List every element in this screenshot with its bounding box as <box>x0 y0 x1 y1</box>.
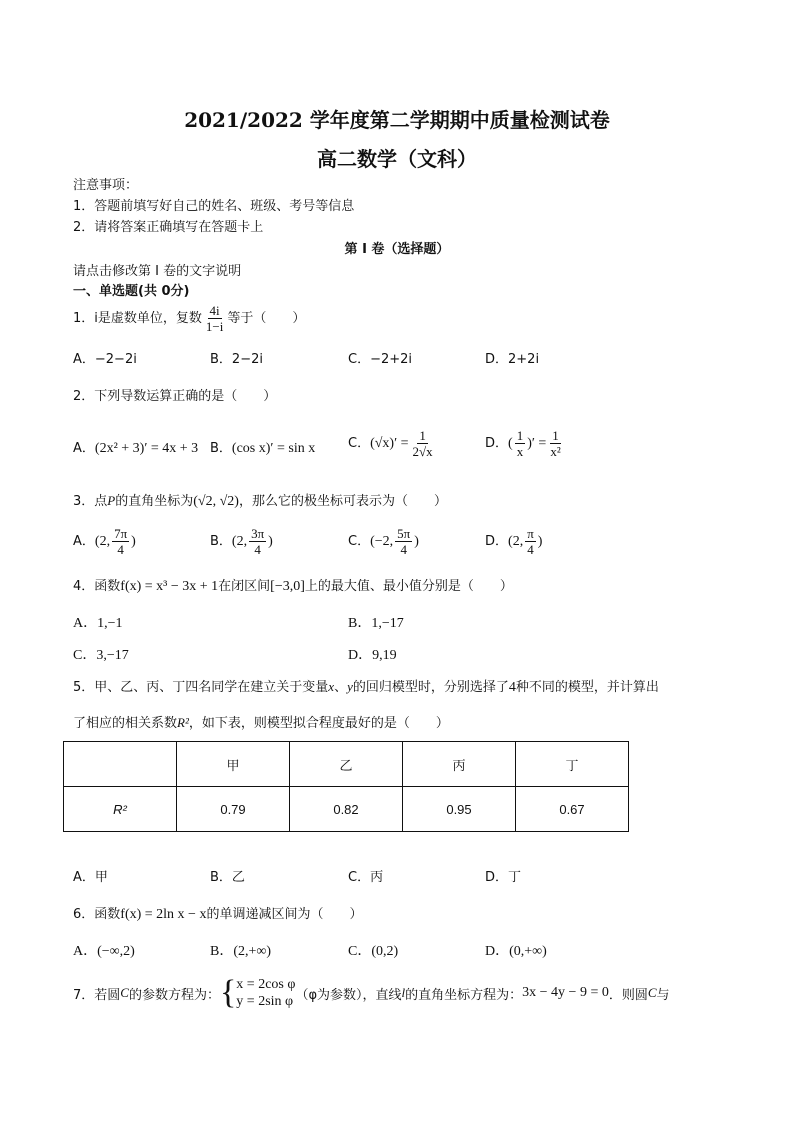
notice-item-1: 1．答题前填写好自己的姓名、班级、考号等信息 <box>73 199 355 214</box>
q1-option-b: B．2−2i <box>210 352 263 367</box>
q2-expr-c-left: (√x)′ = <box>370 436 409 451</box>
q5-sep: 、 <box>334 680 348 695</box>
q5-option-c: C．丙 <box>348 870 384 885</box>
exam-subtitle: 高二数学（文科） <box>317 147 477 171</box>
q3-coord: (√2, √2) <box>193 494 239 509</box>
q7-text-d: 的直角坐标方程为： <box>405 987 523 1003</box>
q4-option-a: A．1,−1 <box>73 616 123 631</box>
q2-d-den-right: x² <box>550 444 561 459</box>
q1-fraction <box>204 303 225 334</box>
q2-d-num-right: 1 <box>552 428 559 443</box>
q1-frac-num: 4i <box>209 303 220 318</box>
q1-text-a: 1．i是虚数单位，复数 <box>73 311 202 326</box>
table-header-cell <box>64 742 177 787</box>
q3-label-b: B． <box>210 534 232 549</box>
q7-line-l: l <box>401 985 406 1000</box>
question-6-stem <box>73 903 362 923</box>
q5-text-a: 5．甲、乙、丙、丁四名同学在建立关于变量 <box>73 680 329 695</box>
q3-a-r: 2, <box>99 534 111 549</box>
q3-b-r: 2, <box>236 534 248 549</box>
q2-c-fraction <box>411 428 435 459</box>
q3-label-d: D． <box>485 534 509 549</box>
q3-option-b: B．(2, $\frac{3\pi}{4}$ ) <box>210 526 273 557</box>
question-3-stem <box>73 490 447 510</box>
q3-a-den: 4 <box>117 542 124 557</box>
q7-circle-c: C <box>120 985 129 1000</box>
q3-option-c: C．(−2, $\frac{5\pi}{4}$ ) <box>348 526 419 557</box>
q2-d-den-left: x <box>516 444 524 459</box>
q3-label-c: C． <box>348 534 371 549</box>
q4-text-c: 上的最大值、最小值分别是（ ） <box>304 579 513 594</box>
q3-c-den: 4 <box>400 542 407 557</box>
q6-option-a: A．(−∞,2) <box>73 944 135 959</box>
q7-text-c: （φ为参数），直线 <box>295 987 402 1003</box>
q3-option-a: A．(2, $\frac{7\pi}{4}$ ) <box>73 526 136 557</box>
part-heading: 一、单选题(共 0分) <box>73 284 190 299</box>
q1-option-d: D．2+2i <box>485 352 540 367</box>
q3-point: P <box>107 493 116 508</box>
q2-d-fraction-left <box>515 428 526 459</box>
q2-option-d: D．( $\frac{1}{x}$ )′ = $\frac{1}{\text{x²}}$ <box>485 428 561 459</box>
q5-option-d: D．丁 <box>485 870 522 885</box>
q5-var-y: y <box>347 679 353 694</box>
q3-label-a: A． <box>73 534 95 549</box>
table-header-cell: 甲 <box>177 742 290 787</box>
q1-option-c: C．−2+2i <box>348 352 413 367</box>
table-cell: 0.79 <box>177 787 290 832</box>
q4-text-b: 在闭区间 <box>218 579 271 594</box>
question-1-stem <box>73 303 305 334</box>
table-header-cell: 乙 <box>290 742 403 787</box>
q7-eq2: y = 2sin φ <box>236 994 294 1009</box>
q4-func: f(x) = x³ − 3x + 1 <box>120 579 219 594</box>
q7-param-eqs <box>236 976 295 1010</box>
q3-a-num: 7π <box>114 526 128 541</box>
q4-option-c: C．3,−17 <box>73 648 129 663</box>
q3-a-frac <box>112 526 129 557</box>
q1-option-a: A．−2−2i <box>73 352 137 367</box>
q6-func: f(x) = 2ln x − x <box>120 907 207 922</box>
q2-expr-b: (cos x)′ = sin x <box>231 441 316 456</box>
q5-text-b: 的回归模型时，分别选择了 <box>352 680 509 695</box>
section-title: 第 I 卷（选择题） <box>344 242 450 257</box>
q5-var-x: x <box>328 679 335 694</box>
q2-d-num-left: 1 <box>516 428 524 443</box>
table-header-row <box>64 742 629 787</box>
q3-text-b: 的直角坐标为 <box>115 494 194 509</box>
q7-text-a: 7．若圆 <box>73 987 121 1003</box>
r2-table <box>63 741 629 832</box>
q2-option-c <box>348 428 437 459</box>
q2-label-c: C． <box>348 436 371 451</box>
question-5-stem-line-1 <box>73 676 659 696</box>
q2-c-den: 2√x <box>412 444 433 459</box>
q3-b-frac <box>249 526 266 557</box>
q5-text-d: 了相应的相关系数 <box>73 716 178 731</box>
table-row <box>64 787 629 832</box>
q7-circle-c2: C <box>647 985 657 1000</box>
q2-option-a <box>73 437 198 457</box>
q3-c-r: −2, <box>374 534 394 549</box>
q2-label-d: D． <box>485 436 509 451</box>
q7-line-eq: 3x − 4y − 9 = 0 <box>522 985 609 1000</box>
q3-d-frac <box>525 526 536 557</box>
q4-option-b: B．1,−17 <box>348 616 404 631</box>
q4-option-d: D．9,19 <box>348 648 397 663</box>
q3-option-d: D．(2, $\frac{\pi}{4}$ ) <box>485 526 543 557</box>
q7-brace: { <box>219 974 237 1011</box>
q7-text-e: ．则圆 <box>608 987 648 1003</box>
q5-num4: 4 <box>508 680 516 695</box>
q6-option-c: C．(0,2) <box>348 944 399 959</box>
q3-c-frac <box>395 526 412 557</box>
q6-text-a: 6．函数 <box>73 907 121 922</box>
q4-interval: [−3,0] <box>270 579 305 594</box>
table-row-label: R² <box>64 787 177 832</box>
notice-heading: 注意事项： <box>73 178 139 193</box>
question-5-stem-line-2 <box>73 712 449 731</box>
question-2-stem: 2．下列导数运算正确的是（ ） <box>73 389 277 404</box>
q6-text-b: 的单调递减区间为（ ） <box>206 907 363 922</box>
table-cell: 0.82 <box>290 787 403 832</box>
q5-option-a: A．甲 <box>73 870 108 885</box>
table-header-cell: 丁 <box>516 742 629 787</box>
q3-text-c: ，那么它的极坐标可表示为（ ） <box>238 494 447 509</box>
q2-d-fraction-right <box>548 428 562 459</box>
q3-c-num: 5π <box>397 526 411 541</box>
exam-title: 2021/2022 学年度第二学期期中质量检测试卷 <box>184 108 610 132</box>
q7-eq1: x = 2cos φ <box>236 977 296 992</box>
q2-option-b <box>210 437 315 457</box>
table-header-cell: 丙 <box>403 742 516 787</box>
q5-option-b: B．乙 <box>210 870 245 885</box>
q7-text-b: 的参数方程为： <box>128 987 220 1003</box>
q1-frac-den: 1−i <box>205 319 224 334</box>
table-cell: 0.95 <box>403 787 516 832</box>
q2-label-a: A． <box>73 441 95 456</box>
q1-text-b: 等于（ ） <box>227 311 306 326</box>
q2-expr-a: (2x² + 3)′ = 4x + 3 <box>94 441 199 456</box>
q3-d-num: π <box>527 526 534 541</box>
q3-d-den: 4 <box>527 542 534 557</box>
question-4-stem <box>73 575 513 595</box>
q6-option-b: B．(2,+∞) <box>210 944 272 959</box>
section-note: 请点击修改第 I 卷的文字说明 <box>73 264 242 279</box>
q2-c-num: 1 <box>419 428 426 443</box>
q3-text-a: 3．点 <box>73 494 108 509</box>
q5-text-e: ，如下表，则模型拟合程度最好的是（ ） <box>188 716 449 731</box>
q7-text-f: 与 <box>656 987 670 1003</box>
q5-r2: R² <box>177 715 189 730</box>
q5-text-c: 种不同的模型，并计算出 <box>515 680 659 695</box>
q3-b-num: 3π <box>251 526 265 541</box>
q6-option-d: D．(0,+∞) <box>485 944 547 959</box>
q2-label-b: B． <box>210 441 232 456</box>
notice-item-2: 2．请将答案正确填写在答题卡上 <box>73 220 264 235</box>
q3-d-r: 2, <box>512 534 524 549</box>
table-cell: 0.67 <box>516 787 629 832</box>
q4-text-a: 4．函数 <box>73 579 121 594</box>
q3-b-den: 4 <box>254 542 261 557</box>
question-7-stem <box>73 976 670 1010</box>
